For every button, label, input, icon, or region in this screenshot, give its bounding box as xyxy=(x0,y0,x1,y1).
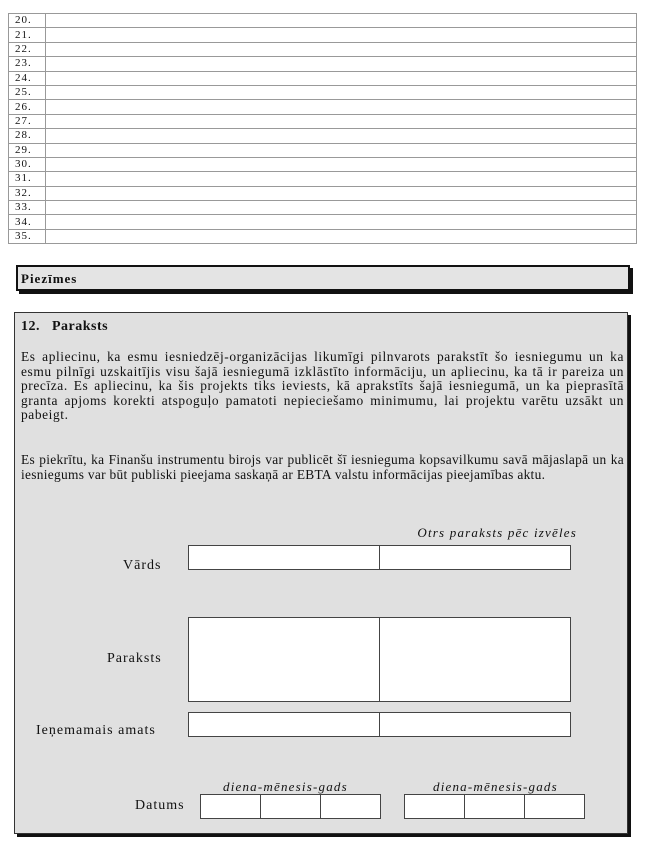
row-number: 29. xyxy=(9,143,46,157)
row-entry-field[interactable] xyxy=(46,201,637,215)
declaration-paragraph: Es apliecinu, ka esmu iesniedzēj-organizācijas likumīgi pilnvarots parakstīt šo iesniegumu un ka esmu pilnīgi uzskaitījis visu šajā iesniegumā izklāstīto informāciju, un apliecinu, ka tā ir pareiza un precīza. Es apliecinu, ka šis projekts tiks ieviests, kā aprakstīts šajā iesniegumā, un ka pieprasītā granta apjoms korekti atspoguļo pamatoti nepieciešamo minimumu, lai projektu varētu uzsākt un pabeigt. xyxy=(21,349,624,423)
date-format-label-1: diena-mēnesis-gads xyxy=(223,779,348,794)
table-row xyxy=(9,42,637,56)
row-number: 28. xyxy=(9,129,46,143)
name-fields xyxy=(188,545,571,570)
row-entry-field[interactable] xyxy=(46,100,637,114)
table-row xyxy=(9,85,637,99)
position-field-1[interactable] xyxy=(189,713,379,736)
signature-section xyxy=(14,312,628,834)
table-row xyxy=(9,114,637,128)
row-number: 32. xyxy=(9,186,46,200)
position-label: Ieņemamais amats xyxy=(36,723,156,738)
row-number: 20. xyxy=(9,14,46,28)
day-field[interactable] xyxy=(201,795,260,818)
table-row xyxy=(9,71,637,85)
name-label: Vārds xyxy=(123,558,162,573)
row-number: 33. xyxy=(9,201,46,215)
position-fields xyxy=(188,712,571,737)
row-entry-field[interactable] xyxy=(46,114,637,128)
table-row xyxy=(9,129,637,143)
date-field-1 xyxy=(200,794,381,819)
section-heading: 12. Paraksts xyxy=(21,319,109,334)
signature-field-1[interactable] xyxy=(189,618,379,701)
year-field[interactable] xyxy=(524,795,584,818)
signature-fields xyxy=(188,617,571,702)
position-field-2[interactable] xyxy=(379,713,570,736)
row-entry-field[interactable] xyxy=(46,129,637,143)
row-number: 26. xyxy=(9,100,46,114)
row-entry-field[interactable] xyxy=(46,157,637,171)
row-number: 25. xyxy=(9,85,46,99)
month-field[interactable] xyxy=(464,795,524,818)
table-row xyxy=(9,143,637,157)
row-entry-field[interactable] xyxy=(46,57,637,71)
table-row xyxy=(9,14,637,28)
name-field-2[interactable] xyxy=(379,546,570,569)
table-row xyxy=(9,229,637,243)
table-row xyxy=(9,157,637,171)
row-number: 34. xyxy=(9,215,46,229)
row-entry-field[interactable] xyxy=(46,215,637,229)
table-row xyxy=(9,201,637,215)
row-number: 31. xyxy=(9,172,46,186)
table-row xyxy=(9,172,637,186)
row-entry-field[interactable] xyxy=(46,71,637,85)
row-entry-field[interactable] xyxy=(46,172,637,186)
row-entry-field[interactable] xyxy=(46,229,637,243)
day-field[interactable] xyxy=(405,795,464,818)
consent-paragraph: Es piekrītu, ka Finanšu instrumentu birojs var publicēt šī iesnieguma kopsavilkumu savā mājaslapā un ka iesniegums var būt publiski pieejama saskaņā ar EBTA valstu informācijas pieejamības aktu. xyxy=(21,452,624,482)
row-entry-field[interactable] xyxy=(46,85,637,99)
year-field[interactable] xyxy=(320,795,380,818)
row-entry-field[interactable] xyxy=(46,143,637,157)
row-number: 21. xyxy=(9,28,46,42)
row-number: 24. xyxy=(9,71,46,85)
row-number: 22. xyxy=(9,42,46,56)
signature-field-2[interactable] xyxy=(379,618,570,701)
date-format-label-2: diena-mēnesis-gads xyxy=(433,779,558,794)
name-field-1[interactable] xyxy=(189,546,379,569)
second-signature-optional-label: Otrs paraksts pēc izvēles xyxy=(417,525,577,540)
table-row xyxy=(9,100,637,114)
month-field[interactable] xyxy=(260,795,320,818)
table-row xyxy=(9,28,637,42)
row-entry-field[interactable] xyxy=(46,28,637,42)
row-number: 30. xyxy=(9,157,46,171)
numbered-rows-table xyxy=(8,13,637,244)
row-entry-field[interactable] xyxy=(46,42,637,56)
signature-label: Paraksts xyxy=(107,651,162,666)
table-row xyxy=(9,57,637,71)
row-number: 35. xyxy=(9,229,46,243)
date-label: Datums xyxy=(135,798,185,813)
row-entry-field[interactable] xyxy=(46,186,637,200)
row-number: 27. xyxy=(9,114,46,128)
notes-section-header xyxy=(16,265,630,291)
row-number: 23. xyxy=(9,57,46,71)
table-row xyxy=(9,215,637,229)
row-entry-field[interactable] xyxy=(46,14,637,28)
notes-title: Piezīmes xyxy=(21,271,78,286)
table-row xyxy=(9,186,637,200)
date-field-2 xyxy=(404,794,585,819)
